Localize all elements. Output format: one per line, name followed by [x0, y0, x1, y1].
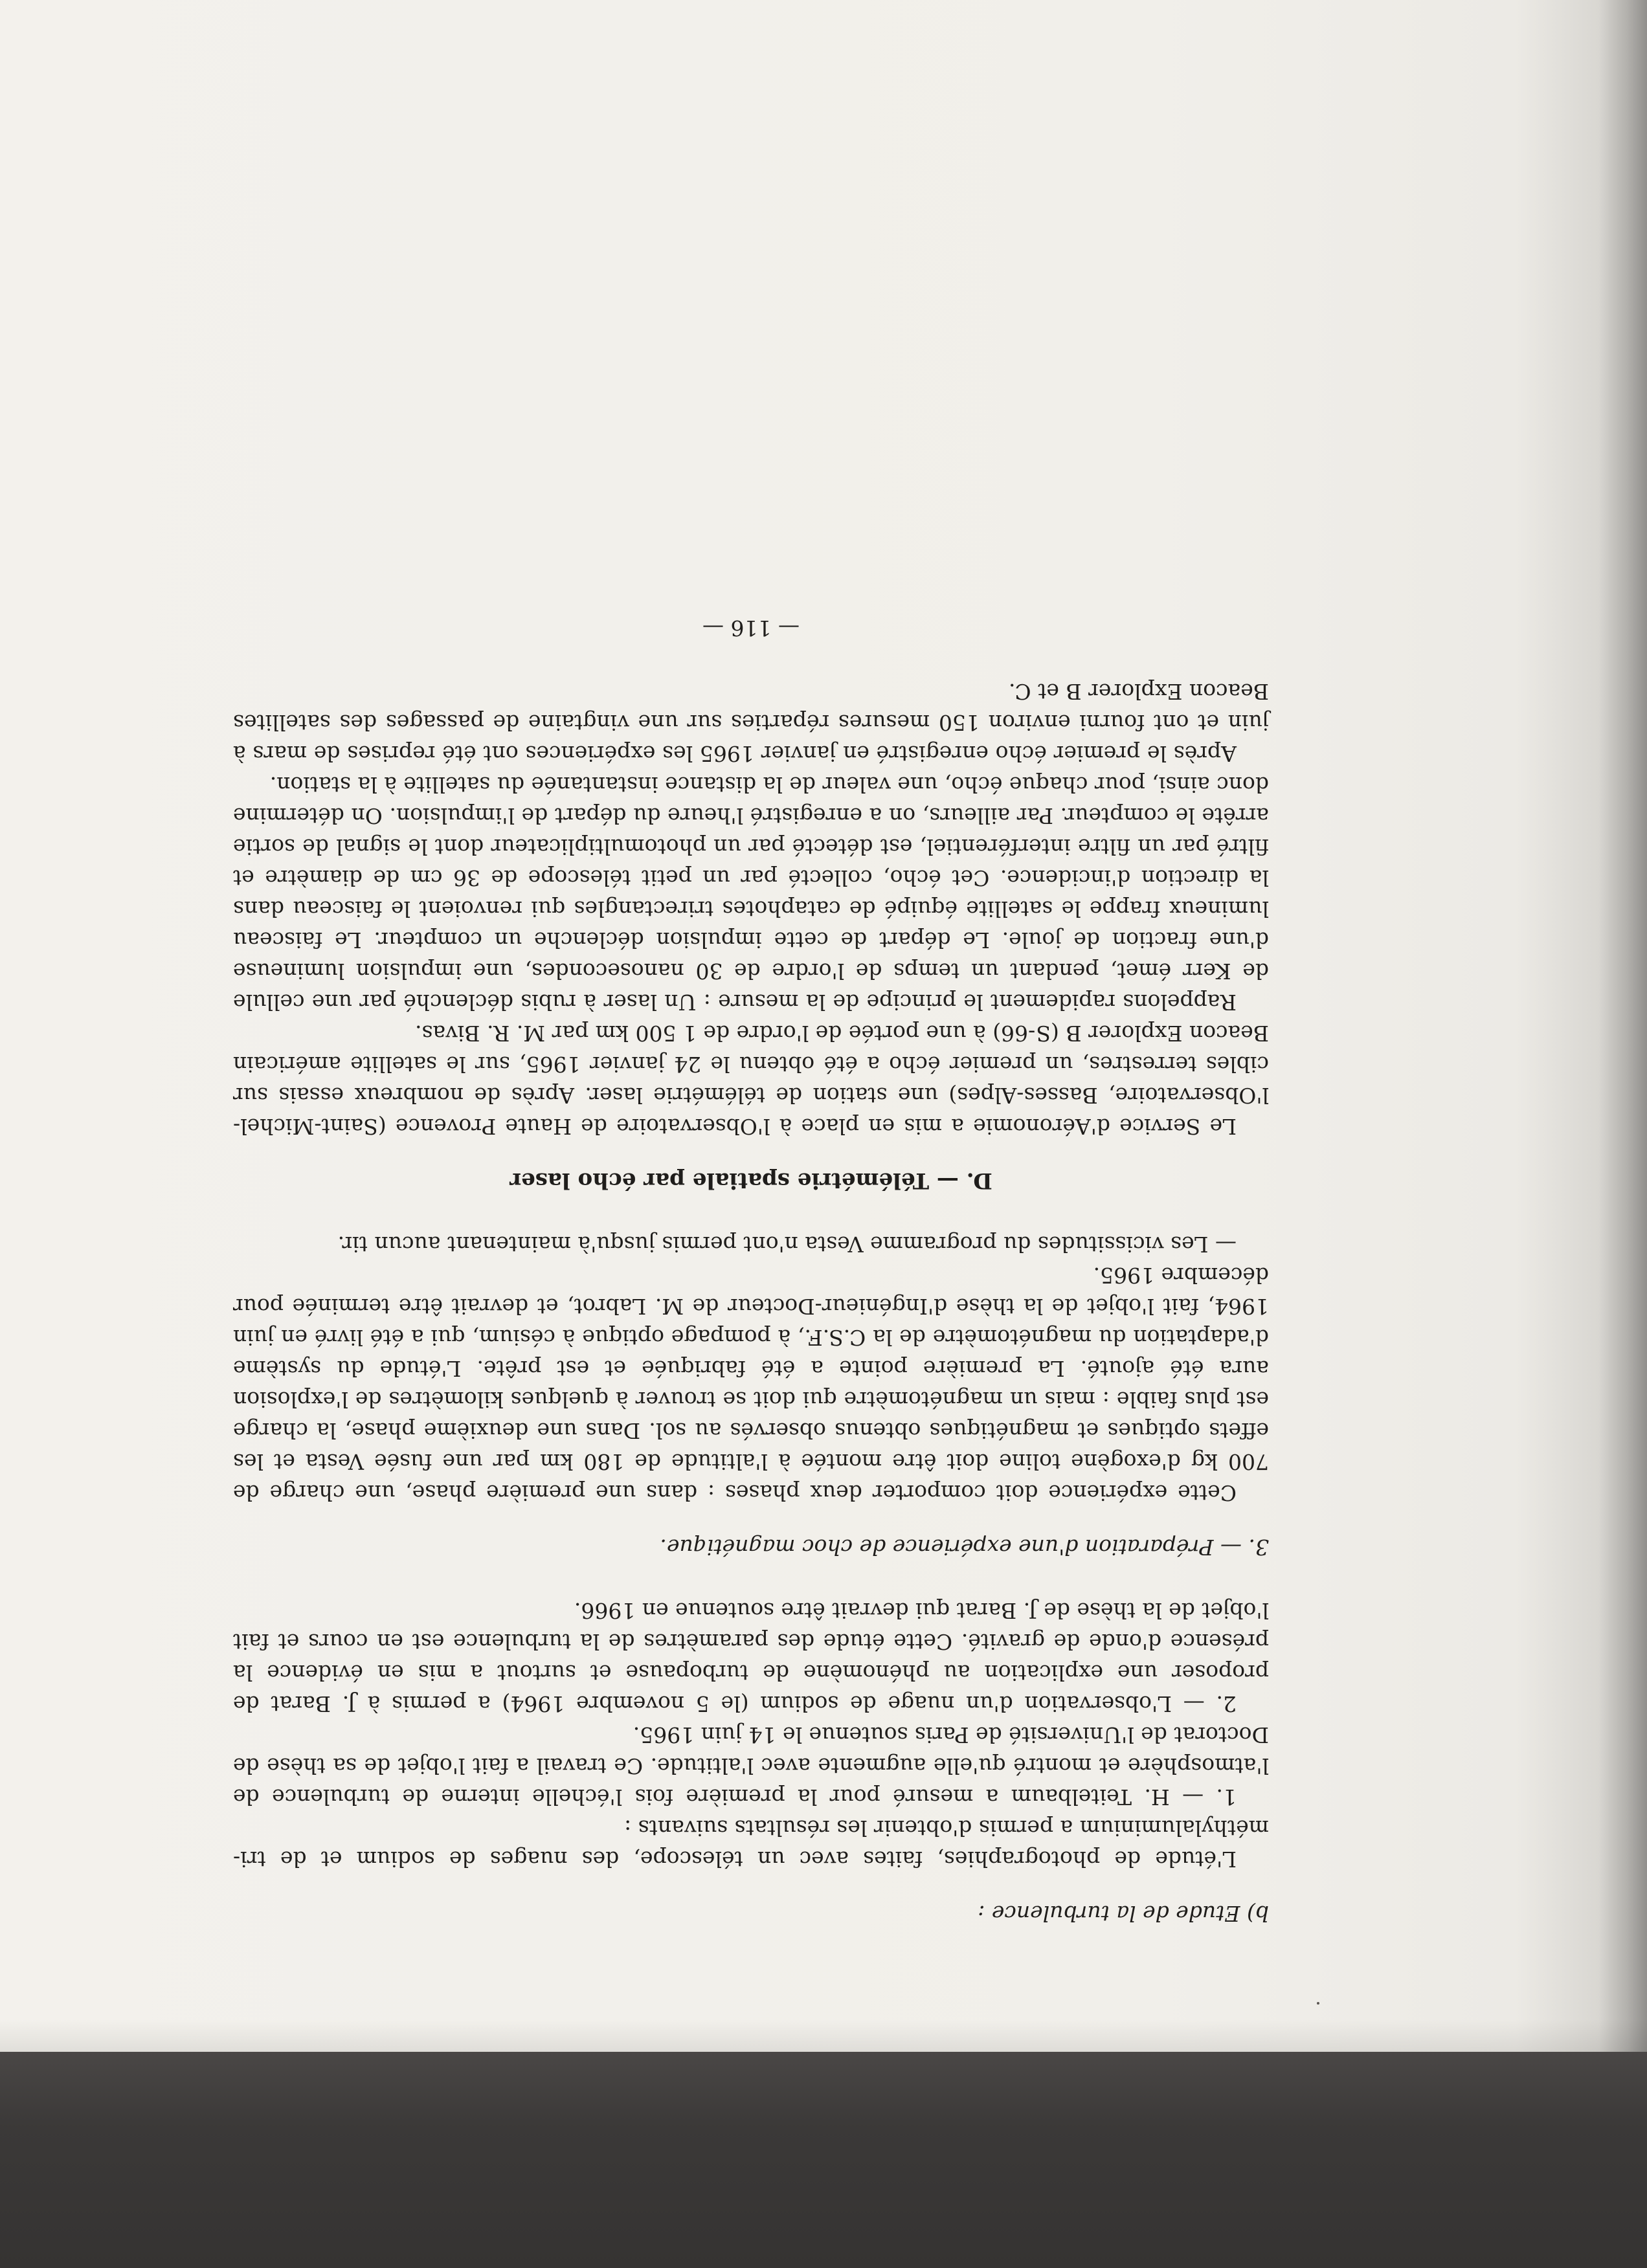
- page-edge-shadow: [1599, 0, 1647, 2052]
- page-number: — 116 —: [702, 616, 800, 641]
- heading-etude-turbulence: b) Etude de la turbulence :: [978, 1901, 1269, 1926]
- paragraph-choc-1: Cette expérience doit comporter deux phases : dans une première phase, une charge de 700 kg d'exogène toline doit être montée à l'altitude de 180 km par une fusée Vesta et les effets optiques et magnétiques obtenus observés au sol. Dans une deuxième phase, la charge est plus faible : mais un magnétomètre qui doit se trouver à quelques kilomètres de l'explosion aura été ajouté. La première pointe a été fabriquée et est prête. L'étude du système d'adaptation du magnétomètre de la C.S.F., à pompage optique à césium, qui a été livré en juin 1964, fait l'objet de la thèse d'Ingénieur-Docteur de M. Labrot, et devrait être terminée pour décembre 1965.: [233, 1263, 1269, 1506]
- scanner-background: [0, 2052, 1647, 2268]
- paragraph-laser-1: Le Service d'Aéronomie a mis en place à l'Observatoire de Haute Provence (Saint-Michel-l'Observatoire, Basses-Alpes) une station de télémétrie laser. Après de nombreux essais sur cibles terrestres, un premier écho a été obtenu le 24 janvier 1965, sur le satellite américain Beacon Explorer B (S-66) à une portée de l'ordre de 1 500 km par M. R. Bivas.: [233, 1021, 1269, 1139]
- speck-mark: [1317, 2002, 1319, 2005]
- paragraph-laser-3: Après le premier écho enregistré en janvier 1965 les expériences ont été reprises de mars à juin et ont fourni environ 150 mesures réparties sur une vingtaine de passages des satellites Beacon Explorer B et C.: [233, 679, 1269, 766]
- paragraph-item-1: 1. — H. Teitelbaum a mesuré pour la première fois l'échelle interne de turbulence de l'atmosphère et montré qu'elle augmente avec l'altitude. Ce travail a fait l'objet de sa thèse de Doctorat de l'Université de Paris soutenue le 14 juin 1965.: [233, 1722, 1269, 1810]
- heading-choc-magnetique: 3. — Préparation d'une expérience de choc magnétique.: [660, 1535, 1269, 1560]
- paragraph-choc-2: — Les vicissitudes du programme Vesta n'ont permis jusqu'à maintenant aucun tir.: [337, 1232, 1237, 1257]
- heading-telemetrie-laser: D. — Télémétrie spatiale par écho laser: [510, 1168, 992, 1194]
- paragraph-laser-2: Rappelons rapidement le principe de la mesure : Un laser à rubis déclenché par une cellule de Kerr émet, pendant un temps de l'ordre de 30 nanosecondes, une impulsion lumineuse d'une fraction de joule. Le départ de cette impulsion déclenche un compteur. Le faisceau lumineux frappe le satellite équipé de cataphotes trirectangles qui renvoient le faisceau dans la direction d'incidence. Cet écho, collecté par un petit télescope de 36 cm de diamètre et filtré par un filtre interférentiel, est détecté par un photomultiplicateur dont le signal de sortie arrête le compteur. Par ailleurs, on a enregistré l'heure du départ de l'impulsion. On détermine donc ainsi, pour chaque écho, une valeur de la distance instantanée du satellite à la station.: [233, 772, 1269, 1015]
- page-content-upside-down: [233, 207, 1269, 1929]
- page-bottom-shade: [0, 2019, 1647, 2052]
- paragraph-item-2: 2. — L'observation d'un nuage de sodium (le 5 novembre 1964) a permis à J. Barat de proposer une explication au phénomène de turbopause et surtout a mis en évidence la présence d'onde de gravité. Cette étude des paramètres de la turbulence est en cours et fait l'objet de la thèse de J. Barat qui devrait être soutenue en 1966.: [233, 1598, 1269, 1717]
- paragraph-intro-turbulence: L'étude de photographies, faites avec un télescope, des nuages de sodium et de tri-méthylaluminium a permis d'obtenir les résultats suivants :: [233, 1816, 1269, 1872]
